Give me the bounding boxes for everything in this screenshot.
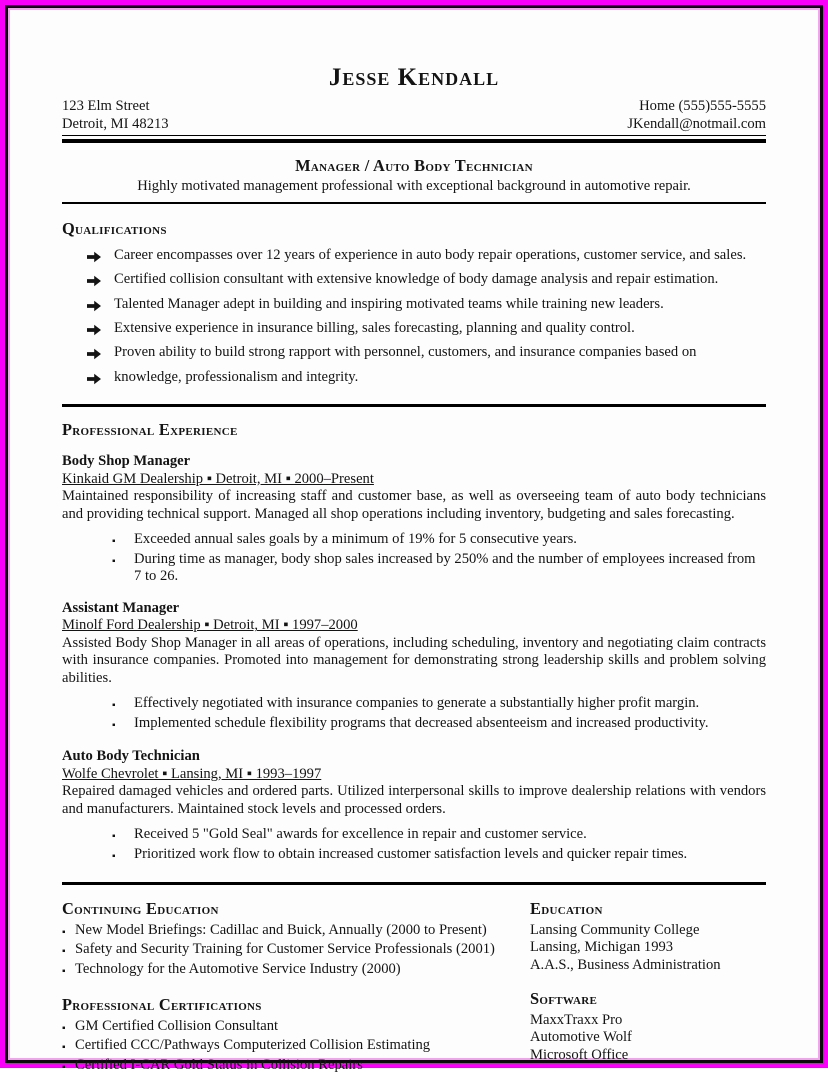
footer-rule <box>62 882 766 885</box>
job-bullet-list <box>62 531 766 586</box>
square-bullet-icon: ▪ <box>112 850 116 862</box>
square-bullet-icon: ▪ <box>62 1022 66 1034</box>
job-bullet <box>62 531 766 551</box>
job-entry <box>62 453 766 586</box>
square-bullet-icon: ▪ <box>112 831 116 843</box>
job-bullet-text: Exceeded annual sales goals by a minimum of 19% for 5 consecutive years. <box>134 531 577 548</box>
job-summary: Assisted Body Shop Manager in all areas of operations, including scheduling, inventory and negotiating claim contracts with insurance companies. Promoted into management for demonstrating strong leadership skills and problem solving abilities. <box>62 634 766 686</box>
job-bullet-list <box>62 826 766 865</box>
arrow-bullet-icon <box>87 343 114 366</box>
address-line-1: 123 Elm Street <box>62 97 150 114</box>
software-line: MaxxTraxx Pro <box>530 1011 623 1028</box>
continuing-education-item <box>62 961 517 981</box>
job-meta: Kinkaid GM Dealership ▪ Detroit, MI ▪ 2000–Present <box>62 470 374 487</box>
qualification-text: Career encompasses over 12 years of experience in auto body repair operations, customer service, and sales. <box>114 246 747 263</box>
certification-item <box>62 1057 517 1076</box>
job-bullet <box>62 551 766 586</box>
job-title: Auto Body Technician <box>62 748 200 765</box>
job-bullet-text: Effectively negotiated with insurance companies to generate a substantially higher profit margin. <box>134 695 700 712</box>
qualifications-heading: Qualifications <box>62 219 167 239</box>
qualification-text: Proven ability to build strong rapport with personnel, customers, and insurance companies based on <box>114 344 697 361</box>
square-bullet-icon: ▪ <box>112 700 116 712</box>
qualifications-list <box>62 246 766 391</box>
job-bullet <box>62 715 766 735</box>
square-bullet-icon: ▪ <box>62 926 66 938</box>
arrow-bullet-icon <box>87 295 114 318</box>
resume-title: Manager / Auto Body Technician <box>295 156 533 176</box>
title-rule <box>62 202 766 205</box>
continuing-education-section <box>62 899 517 980</box>
continuing-education-heading: Continuing Education <box>62 898 219 918</box>
education-heading: Education <box>530 898 603 918</box>
experience-heading: Professional Experience <box>62 419 238 439</box>
certifications-section <box>62 995 517 1076</box>
square-bullet-icon: ▪ <box>112 719 116 731</box>
software-line: Automotive Wolf <box>530 1029 632 1046</box>
phone-number: Home (555)555-5555 <box>639 97 766 114</box>
certification-item <box>62 1018 517 1038</box>
square-bullet-icon: ▪ <box>112 536 116 548</box>
continuing-education-text: New Model Briefings: Cadillac and Buick, Annually (2000 to Present) <box>75 921 487 938</box>
square-bullet-icon: ▪ <box>62 965 66 977</box>
continuing-education-item <box>62 941 517 961</box>
resume-sheet <box>10 10 818 1073</box>
job-entry <box>62 748 766 865</box>
arrow-bullet-icon <box>87 319 114 342</box>
job-bullet <box>62 826 766 846</box>
job-bullet-text: Received 5 "Gold Seal" awards for excellence in repair and customer service. <box>134 826 587 843</box>
square-bullet-icon: ▪ <box>112 555 116 567</box>
qualification-item <box>62 368 766 391</box>
qualification-item <box>62 343 766 366</box>
footer-right-column <box>530 899 766 1076</box>
education-section <box>530 899 766 974</box>
software-line: Microsoft Office <box>530 1046 629 1063</box>
square-bullet-icon: ▪ <box>62 1061 66 1073</box>
header-rule-thin <box>62 135 766 136</box>
job-title: Assistant Manager <box>62 599 180 616</box>
job-bullet-text: During time as manager, body shop sales increased by 250% and the number of employees increased from 7 to 26. <box>134 550 756 585</box>
experience-rule <box>62 404 766 407</box>
header-rule-thick <box>62 139 766 144</box>
resume-subtitle: Highly motivated management professional with exceptional background in automotive repair. <box>137 178 691 195</box>
certification-text: Certified CCC/Pathways Computerized Collision Estimating <box>75 1037 431 1054</box>
footer-left-column <box>62 899 517 1076</box>
job-entry <box>62 600 766 735</box>
certification-text: Certified I-CAR Gold Status in Collision Repairs <box>75 1056 363 1073</box>
job-bullet-text: Prioritized work flow to obtain increased customer satisfaction levels and quicker repair times. <box>134 845 688 862</box>
qualification-item <box>62 246 766 269</box>
qualification-text: Certified collision consultant with extensive knowledge of body damage analysis and repair estimation. <box>114 271 719 288</box>
job-meta: Minolf Ford Dealership ▪ Detroit, MI ▪ 1997–2000 <box>62 617 358 634</box>
footer-columns <box>62 899 766 1076</box>
address-line-2: Detroit, MI 48213 <box>62 115 169 132</box>
qualification-text: Talented Manager adept in building and inspiring motivated teams while training new leaders. <box>114 295 664 312</box>
job-summary: Maintained responsibility of increasing staff and customer base, as well as overseeing team of auto body technicians and providing technical support. Managed all shop operations including inventory, budgeting and sales forecasting. <box>62 488 766 522</box>
continuing-education-text: Technology for the Automotive Service Industry (2000) <box>75 960 401 977</box>
job-bullet <box>62 695 766 715</box>
education-line: Lansing, Michigan 1993 <box>530 939 674 956</box>
software-section <box>530 989 766 1064</box>
email-address: JKendall@notmail.com <box>627 115 766 132</box>
certification-item <box>62 1037 517 1057</box>
arrow-bullet-icon <box>87 368 114 391</box>
software-heading: Software <box>530 989 598 1009</box>
arrow-bullet-icon <box>87 270 114 293</box>
job-bullet <box>62 846 766 866</box>
job-bullet-list <box>62 695 766 734</box>
education-line: Lansing Community College <box>530 921 700 938</box>
qualification-item <box>62 270 766 293</box>
square-bullet-icon: ▪ <box>62 946 66 958</box>
square-bullet-icon: ▪ <box>62 1042 66 1054</box>
qualification-item <box>62 319 766 342</box>
certification-text: GM Certified Collision Consultant <box>75 1017 279 1034</box>
education-line: A.A.S., Business Administration <box>530 956 721 973</box>
job-summary: Repaired damaged vehicles and ordered parts. Utilized interpersonal skills to improve dealership relations with vendors and manufacturers. Maintained stock levels and processed orders. <box>62 783 766 817</box>
certifications-heading: Professional Certifications <box>62 995 262 1015</box>
continuing-education-item <box>62 922 517 942</box>
job-title: Body Shop Manager <box>62 453 191 470</box>
qualification-text: knowledge, professionalism and integrity. <box>114 368 359 385</box>
contact-address <box>62 97 169 133</box>
arrow-bullet-icon <box>87 246 114 269</box>
contact-phone-email <box>627 97 766 133</box>
qualification-item <box>62 295 766 318</box>
contact-row <box>62 97 766 133</box>
person-name: Jesse Kendall <box>328 64 500 91</box>
continuing-education-text: Safety and Security Training for Customer Service Professionals (2001) <box>75 941 495 958</box>
page-border-black <box>5 5 823 1073</box>
qualification-text: Extensive experience in insurance billing, sales forecasting, planning and quality control. <box>114 320 635 337</box>
job-bullet-text: Implemented schedule flexibility programs that decreased absenteeism and increased productivity. <box>134 714 709 731</box>
job-meta: Wolfe Chevrolet ▪ Lansing, MI ▪ 1993–1997 <box>62 765 322 782</box>
